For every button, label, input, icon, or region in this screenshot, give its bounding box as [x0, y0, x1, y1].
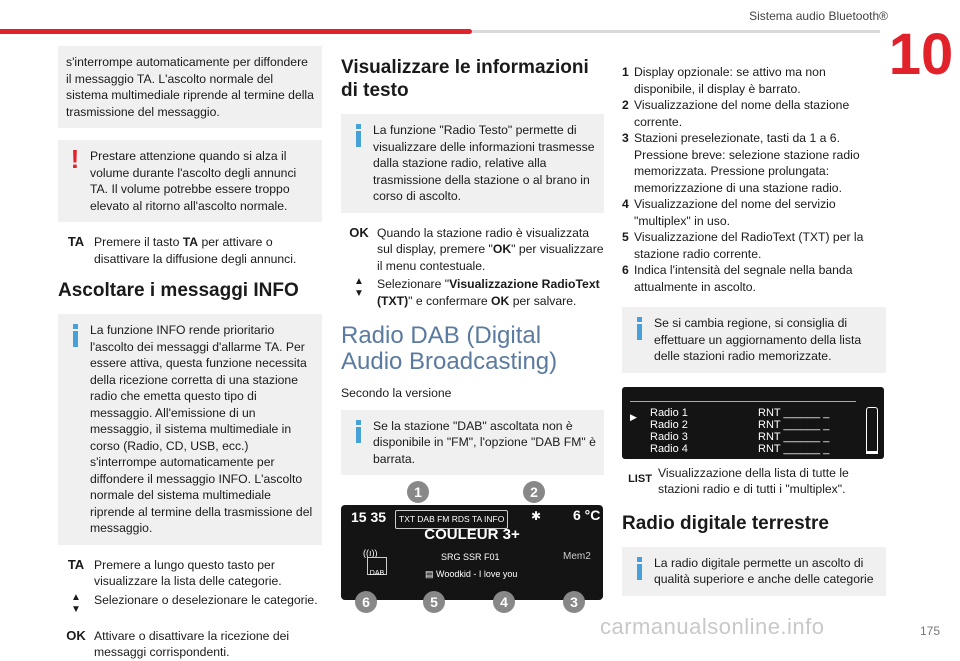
dab-icon: DAB — [367, 557, 387, 575]
legend-item: 2 Visualizzazione del nome della stazione corrente. — [622, 98, 850, 129]
version-text: Secondo la versione — [341, 386, 452, 400]
heading-info-messages: Ascoltare i messaggi INFO — [58, 280, 299, 301]
info-text: La funzione "Radio Testo" permette di visualizzare delle informazioni trasmesse dalla stazione radio, relative alla trasmissione della stazione o al brano in corso di ascolto. — [373, 123, 595, 203]
page-number: 175 — [919, 624, 940, 638]
list-item: Radio 4 RNT ______ _ — [650, 442, 830, 455]
info-text: Se si cambia regione, si consiglia di effettuare un aggiornamento della lista delle stazioni radio memorizzate. — [654, 316, 862, 363]
header-grey-bar — [472, 30, 880, 33]
list-item: Radio 2 RNT ______ _ — [650, 418, 830, 431]
info-box-digital-radio — [622, 547, 886, 596]
ta-long-press — [58, 557, 322, 590]
heading-digital-radio: Radio digitale terrestre — [622, 512, 829, 534]
list-item: Radio 3 RNT ______ _ — [650, 430, 830, 443]
ok-key-label: OK — [66, 627, 86, 643]
ta-long-press-text: Premere a lungo questo tasto per visualizzare la lista delle categorie. — [94, 557, 282, 588]
ok-key-label: OK — [349, 224, 369, 240]
chapter-number: 10 — [888, 22, 954, 87]
arrows-instruction — [58, 592, 322, 616]
watermark: carmanualsonline.info — [600, 614, 825, 639]
select-radiotext-instruction — [341, 276, 604, 309]
list-item: Radio 1 RNT ______ _ — [650, 406, 830, 419]
note-text: s'interrompe automaticamente per diffondere il messaggio TA. L'ascolto normale del sistema multimediale riprende al termine della trasmissione del messaggio. — [66, 55, 314, 119]
status-flags: TXT DAB FM RDS TA INFO — [395, 510, 508, 529]
note-box-ta — [58, 46, 322, 128]
warning-text: Prestare attenzione quando si alza il volume durante l'ascolto degli annunci TA. Il volume potrebbe essere troppo elevato al ritorno all'ascolto normale. — [90, 149, 297, 213]
warning-icon: ! — [70, 144, 80, 174]
ok-radiotext-text: Quando la stazione radio è visualizzata sul display, premere "OK" per visualizzare il menu contestuale. — [377, 225, 604, 273]
scrollbar-thumb — [866, 451, 878, 454]
scrollbar — [866, 407, 878, 453]
info-box-dab — [341, 410, 604, 476]
info-icon — [349, 418, 367, 443]
callout-marker: 4 — [493, 591, 515, 613]
station-list-screen — [622, 387, 884, 459]
legend-item: 3 Stazioni preselezionate, tasti da 1 a 6. Pressione breve: selezione stazione radio memorizzata. Pressione prolungata: memorizzazione di una stazione radio. — [622, 131, 860, 195]
callout-marker: 5 — [423, 591, 445, 613]
callout-marker: 1 — [407, 481, 429, 503]
radiotext: ▤ Woodkid - I love you — [425, 569, 518, 579]
callout-marker: 2 — [523, 481, 545, 503]
station-name: COULEUR 3+ — [424, 526, 520, 543]
warning-box — [58, 140, 322, 222]
up-down-arrows-icon: ▲ ▼ — [354, 276, 364, 299]
info-box-region — [622, 307, 886, 373]
column-middle — [341, 46, 604, 639]
bluetooth-icon: ✱ — [531, 509, 542, 523]
legend-item: 1 Display opzionale: se attivo ma non disponibile, il display è barrato. — [622, 65, 826, 96]
dab-screen — [341, 505, 603, 600]
memory-slot: Mem2 — [563, 551, 591, 562]
header-red-bar — [0, 29, 472, 34]
legend-item: 6 Indica l'intensità del segnale nella banda attualmente in ascolto. — [622, 263, 853, 294]
callout-marker: 3 — [563, 591, 585, 613]
legend-item: 5 Visualizzazione del RadioText (TXT) per la stazione radio corrente. — [622, 230, 864, 261]
callout-legend — [622, 64, 886, 295]
info-box-radiotext — [341, 114, 604, 213]
clock: 15 35 — [351, 509, 387, 525]
signal-icon: ((ı)) — [363, 548, 378, 558]
selection-caret-icon: ▶ — [630, 411, 637, 422]
ta-key-label: TA — [67, 234, 85, 249]
ok-text: Attivare o disattivare la ricezione dei messaggi corrispondenti. — [94, 628, 290, 659]
list-key-label: LIST — [628, 472, 652, 485]
info-icon — [66, 322, 84, 347]
column-right — [622, 46, 886, 608]
up-down-arrows-icon: ▲ ▼ — [71, 591, 81, 615]
info-box-info — [58, 314, 322, 545]
ok-radiotext-instruction — [341, 225, 604, 275]
ta-instruction — [58, 234, 322, 267]
multiplex-name: SRG SSR F01 — [441, 552, 500, 562]
heading-text-info: Visualizzare le informazioni di testo — [341, 57, 589, 101]
callout-marker: 6 — [355, 591, 377, 613]
ta-key-label: TA — [67, 556, 85, 572]
ta-instruction-text: Premere il tasto TA per attivare o disattivare la diffusione degli annunci. — [94, 235, 297, 266]
ok-instruction — [58, 628, 322, 661]
arrows-text: Selezionare o deselezionare le categorie. — [94, 592, 318, 607]
info-icon — [630, 315, 648, 340]
select-radiotext-text: Selezionare "Visualizzazione RadioText (TXT)" e confermare OK per salvare. — [377, 277, 600, 308]
info-text: Se la stazione "DAB" ascoltata non è disponibile in "FM", l'opzione "DAB FM" è barrata. — [373, 418, 596, 466]
info-icon — [630, 555, 648, 580]
info-icon — [349, 122, 367, 147]
info-text: La radio digitale permette un ascolto di qualità superiore e anche delle categorie — [654, 555, 874, 586]
column-left — [58, 46, 322, 661]
heading-dab: Radio DAB (Digital Audio Broadcasting) — [341, 322, 558, 375]
legend-item: 4 Visualizzazione del nome del servizio "multiplex" in uso. — [622, 197, 836, 228]
temperature: 6 °C — [573, 507, 601, 523]
section-title: Sistema audio Bluetooth® — [749, 9, 888, 23]
info-text: La funzione INFO rende prioritario l'ascolto dei messaggi d'allarme TA. Per essere attiva, questa funzione necessita della ricezione corretta di una stazione radio che emetta questo tipo di messaggio. All'emissione di un messaggio, il sistema multimediale in corso (Radio, CD, USB, ecc.) s'interrompe automaticamente per diffondere il messaggio INFO. L'ascolto normale del sistema multimediale riprende al termine della trasmissione del messaggio. — [90, 323, 313, 535]
divider — [630, 401, 856, 402]
list-instruction — [622, 465, 886, 498]
dab-display-illustration — [341, 483, 604, 627]
list-instruction-text: Visualizzazione della lista di tutte le stazioni radio e di tutti i "multiplex". — [658, 465, 849, 496]
